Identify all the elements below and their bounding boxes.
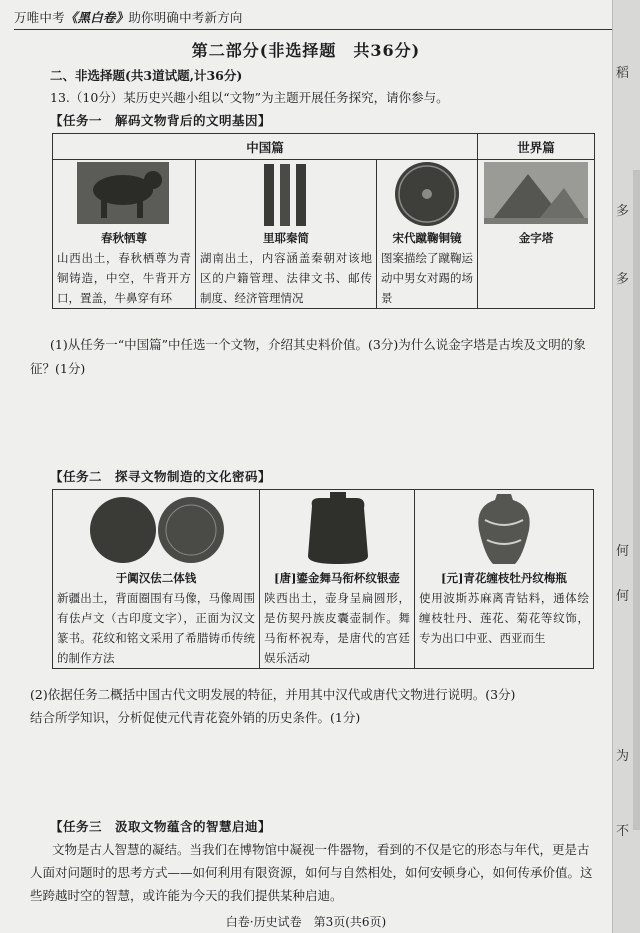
next-page-shade	[633, 170, 640, 830]
task1-title: 【任务一 解码文物背后的文明基因】	[50, 113, 272, 128]
artifact-name: [唐]鎏金舞马衔杯纹银壶	[274, 571, 400, 585]
artifact-desc: 湖南出土，内容涵盖秦朝对该地区的户籍管理、法律文书、邮传制度、经济管理情况	[200, 251, 372, 305]
pyramid-image	[478, 160, 594, 228]
task2-table	[52, 489, 594, 669]
edge-char: 多	[616, 272, 630, 287]
task2-title: 【任务二 探寻文物制造的文化密码】	[50, 469, 272, 484]
artifact-name: 于阗汉佉二体钱	[115, 571, 197, 585]
edge-char: 何	[616, 589, 630, 604]
edge-char: 稻	[616, 66, 630, 81]
artifact-desc: 新疆出土，背面圈围有马像，马像周围有佉卢文（古印度文字），正面为汉文篆书。花纹和铭文采用了希腊铸币传统的制作方法	[57, 591, 255, 665]
page-header: 万唯中考《黑白卷》助你明确中考新方向	[14, 10, 243, 25]
question-1: (1)从任务一“中国篇”中任选一个文物，介绍其史料价值。(3分)为什么说金字塔是古埃及文明的象征？(1分)	[30, 337, 586, 376]
artifact-desc: 图案描绘了蹴鞠运动中男女对踢的场景	[381, 251, 473, 305]
question-2-part1: (2)依据任务二概括中国古代文明发展的特征，并用其中汉代或唐代文物进行说明。(3分)	[30, 687, 516, 702]
artifact-desc: 陕西出土，壶身呈扁圆形，是仿契丹族皮囊壶制作。舞马衔杯祝寿，是唐代的宫廷娱乐活动	[264, 591, 410, 665]
edge-char: 不	[616, 824, 630, 839]
artifact-desc: 使用波斯苏麻离青钴料，通体绘缠枝牡丹、莲花、菊花等纹饰，专为出口中亚、西亚而生	[419, 591, 589, 645]
page-footer: 白卷·历史试卷 第3页(共6页)	[225, 915, 387, 929]
question-2-part2: 结合所学知识，分析促使元代青花瓷外销的历史条件。(1分)	[30, 710, 361, 725]
part-title: 第二部分(非选择题 共36分)	[191, 41, 421, 60]
artifact-name: 春秋牺尊	[101, 231, 147, 245]
edge-char: 多	[616, 204, 630, 219]
bronze-mirror-image	[377, 160, 477, 228]
artifact-name: 宋代蹴鞠铜镜	[392, 231, 462, 245]
artifact-name: 里耶秦简	[263, 231, 309, 245]
artifact-name: [元]青花缠枝牡丹纹梅瓶	[441, 571, 567, 585]
meiping-vase-image	[415, 490, 593, 568]
edge-char: 为	[616, 749, 630, 764]
next-page-edge	[612, 0, 640, 933]
artifact-desc: 山西出土，春秋栖尊为青铜铸造，中空，牛背开方口，置盖，牛鼻穿有环	[57, 251, 191, 305]
task3-title: 【任务三 汲取文物蕴含的智慧启迪】	[50, 819, 272, 834]
edge-char: 何	[616, 544, 630, 559]
section-heading: 二、非选择题(共3道试题,计36分)	[50, 68, 243, 83]
silver-pot-image	[260, 490, 414, 568]
ox-zun-image	[53, 160, 195, 228]
task1-table	[52, 133, 595, 309]
header-world: 世界篇	[478, 134, 595, 160]
artifact-name: 金字塔	[518, 231, 554, 245]
header-rule	[14, 29, 612, 30]
coin-image	[53, 490, 259, 568]
task3-text: 文物是古人智慧的凝结。当我们在博物馆中凝视一件器物，看到的不仅是它的形态与年代，更是古人面对问题时的思考方式——如何利用有限资源，如何与自然相处，如何安顿身心，如何传承价值。这些跨越时空的智慧，或许能为今天的我们提供某种启迪。	[30, 842, 593, 903]
question-13-intro: 13.（10分）某历史兴趣小组以“文物”为主题开展任务探究，请你参与。	[50, 90, 449, 105]
bamboo-slips-image	[196, 160, 376, 228]
header-china: 中国篇	[53, 134, 478, 160]
